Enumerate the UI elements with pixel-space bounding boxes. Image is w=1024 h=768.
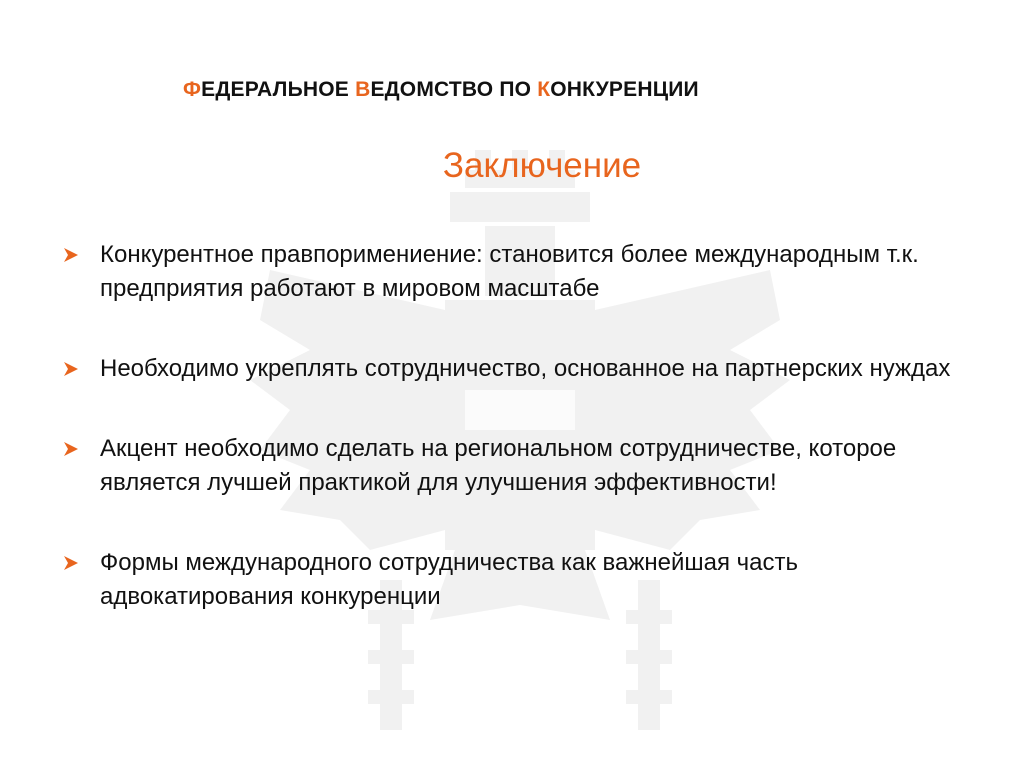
arrow-bullet-icon: [62, 360, 80, 378]
bullet-item: [62, 546, 962, 614]
bullet-item: [62, 432, 962, 500]
slide-title: Заключение: [442, 146, 642, 185]
header-part: ЕДЕРАЛЬНОЕ: [201, 78, 356, 101]
arrow-bullet-icon: [62, 246, 80, 264]
header-part: ОНКУРЕНЦИИ: [550, 78, 699, 101]
header-part: В: [355, 78, 371, 101]
bullet-text: Конкурентное правпоримениение: становится более международным т.к. предприятия работают в мировом масштабе: [100, 241, 919, 302]
bullet-list: [62, 238, 962, 614]
header-part: ЕДОМСТВО ПО: [370, 78, 538, 101]
header-part: К: [537, 78, 551, 101]
bullet-text: Формы международного сотрудничества как важнейшая часть адвокатирования конкуренции: [100, 549, 799, 610]
bullet-item: [62, 352, 962, 386]
bullet-item: [62, 238, 962, 306]
arrow-bullet-icon: [62, 440, 80, 458]
header-part: Ф: [183, 78, 202, 101]
arrow-bullet-icon: [62, 554, 80, 572]
bullet-text: Акцент необходимо сделать на региональном сотрудничестве, которое является лучшей практикой для улучшения эффективности!: [100, 435, 897, 496]
agency-header: [183, 78, 699, 102]
bullet-text: Необходимо укреплять сотрудничество, основанное на партнерских нуждах: [100, 355, 951, 382]
